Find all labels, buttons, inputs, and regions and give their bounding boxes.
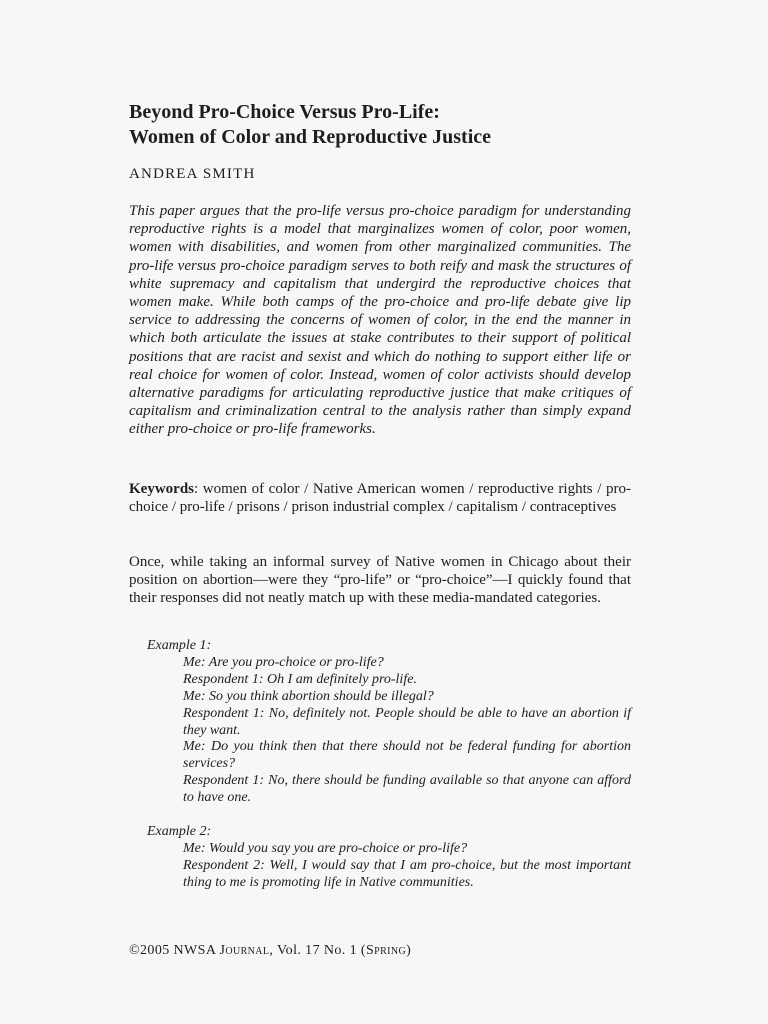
example-2-line: Respondent 2: Well, I would say that I am pro-choice, but the most important thing to me is promoting life in Native communities. <box>183 857 631 890</box>
example-1-line: Me: Are you pro-choice or pro-life? <box>183 654 384 670</box>
footer-season: Spring <box>365 943 407 958</box>
author-name: ANDREA SMITH <box>129 166 256 182</box>
example-1-line: Me: So you think abortion should be illegal? <box>183 688 434 704</box>
example-2-label: Example 2: <box>147 824 212 839</box>
keywords-text: : women of color / Native American women / reproductive rights / pro-choice / pro-life / prisons / prison industrial complex / capitalism / contraceptives <box>129 481 631 516</box>
example-2-line: Me: Would you say you are pro-choice or pro-life? <box>183 840 468 856</box>
title-line-1: Beyond Pro-Choice Versus Pro-Life: <box>129 101 440 123</box>
example-1-line: Respondent 1: No, definitely not. People should be able to have an abortion if they want. <box>183 705 631 738</box>
footer-prefix: ©2005 NWSA <box>129 943 220 958</box>
example-1-line: Respondent 1: Oh I am definitely pro-life. <box>183 671 417 687</box>
keywords-label: Keywords <box>129 481 194 497</box>
footer-volume: , Vol. 17 No. 1 ( <box>269 943 366 958</box>
footer-suffix: ) <box>406 943 412 958</box>
example-2 <box>147 824 631 892</box>
example-1 <box>147 638 631 807</box>
title-line-2: Women of Color and Reproductive Justice <box>129 126 492 148</box>
body-paragraph: Once, while taking an informal survey of Native women in Chicago about their position on abortion—were they “pro-life” or “pro-choice”—I quickly found that their responses did not neatly match up with these media-mandated categories. <box>129 554 631 607</box>
example-1-line: Me: Do you think then that there should not be federal funding for abortion services? <box>183 739 631 772</box>
keywords <box>129 480 631 516</box>
journal-footer <box>129 942 411 960</box>
abstract: This paper argues that the pro-life versus pro-choice paradigm for understanding reproductive rights is a model that marginalizes women of color, poor women, women with disabilities, and women from other marginalized communities. The pro-life versus pro-choice paradigm serves to both reify and mask the structures of white supremacy and capitalism that undergird the reproductive choices that women make. While both camps of the pro-choice and pro-life debate give lip service to addressing the concerns of women of color, in the end the manner in which both articulate the issues at stake contributes to their support of political positions that are racist and sexist and which do nothing to support either life or real choice for women of color. Instead, women of color activists should develop alternative paradigms for articulating reproductive justice that make critiques of capitalism and criminalization central to the analysis rather than simply expand either pro-choice or pro-life frameworks. <box>129 203 631 438</box>
article-title <box>129 100 491 150</box>
example-1-label: Example 1: <box>147 638 212 653</box>
example-1-line: Respondent 1: No, there should be funding available so that anyone can afford to have one. <box>183 773 631 806</box>
footer-journal: Journal <box>219 943 270 958</box>
